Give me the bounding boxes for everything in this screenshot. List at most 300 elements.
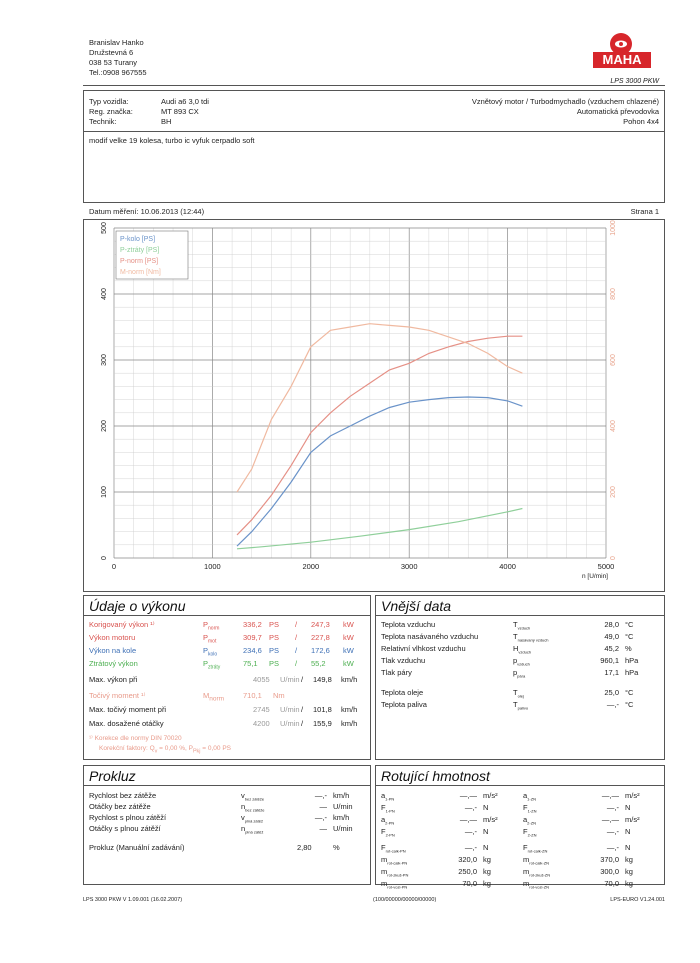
performance-row-unit2: kW (343, 646, 354, 655)
company-name: Branislav Hanko (89, 38, 144, 47)
rotating-title: Rotující hmotnost (381, 768, 490, 784)
torque-label: Točivý moment ¹⁾ (89, 691, 146, 700)
series-line (237, 324, 522, 492)
header-box (83, 30, 665, 86)
symbol: m (381, 855, 388, 864)
prokluz-row-value: — (319, 802, 327, 811)
performance-row-sep: / (295, 659, 298, 668)
symbol-sub: rot-calk-ZN (529, 860, 550, 866)
rotating-row-value: —,- (606, 843, 619, 852)
max-rpm-unit: U/min (280, 719, 300, 728)
rotating-row-symbol (381, 880, 407, 890)
rotating-row-value: 250,0 (458, 867, 477, 876)
external-row-symbol (513, 701, 528, 711)
symbol-sub: 2-PN (385, 832, 395, 838)
y-left-tick-label: 0 (101, 556, 108, 560)
external-row-symbol (513, 689, 524, 699)
torque-value: 710,1 (243, 691, 262, 700)
external-row (381, 689, 659, 699)
symbol-sub: pára (517, 673, 526, 679)
max-torque-speed: 101,8 (313, 705, 332, 714)
external-row (381, 621, 659, 631)
x-tick-label: 4000 (499, 562, 516, 571)
symbol-sub: palivo (517, 705, 529, 711)
vehicle-note: modif velke 19 kolesa, turbo ic vyfuk cerpadlo soft (89, 136, 255, 145)
type-value: Audi a6 3,0 tdi (161, 97, 209, 106)
rotating-row-symbol (381, 816, 394, 826)
external-row (381, 645, 659, 655)
company-phone: Tel.:0908 967555 (89, 68, 147, 77)
max-power-rpm-unit: U/min (280, 675, 300, 684)
symbol: T (513, 700, 518, 709)
symbol: F (381, 803, 386, 812)
x-tick-label: 5000 (597, 562, 615, 571)
performance-row-value1: 75,1 (243, 659, 258, 668)
rotating-row-value: 300,0 (600, 867, 619, 876)
symbol-sub: 1-ZN (527, 796, 537, 802)
performance-row-symbol (203, 634, 216, 645)
external-row-unit: °C (625, 700, 634, 709)
rotating-row-unit: kg (483, 855, 491, 864)
prokluz-row-value: — (319, 824, 327, 833)
logo-text: MAHA (602, 52, 642, 67)
performance-row-sep: / (295, 633, 298, 642)
logo-subtitle: LPS 3000 PKW (610, 78, 659, 85)
dyno-report-page (83, 30, 665, 910)
max-power-label: Max. výkon při (89, 675, 138, 684)
rotating-row-value: —,- (464, 827, 477, 836)
max-power-slash: / (301, 675, 304, 684)
rotating-row-symbol (523, 844, 547, 854)
reg-value: MT 893 CX (161, 107, 199, 116)
rotating-row-value: —,— (459, 791, 477, 800)
symbol-sub: 2-ZN (527, 820, 537, 826)
external-row-symbol (513, 621, 530, 631)
performance-row-value2: 172,6 (311, 646, 330, 655)
rotating-row-symbol (523, 816, 536, 826)
engine-info: Vznětový motor / Turbodmychadlo (vzduchem chlazené) (471, 97, 659, 106)
prokluz-row-label: Rychlost bez zátěže (89, 791, 157, 800)
rotating-row (523, 816, 659, 826)
symbol-sub: rot-vozi-ZN (529, 884, 550, 890)
prokluz-manual-label: Prokluz (Manuální zadávání) (89, 843, 185, 852)
prokluz-row-label: Otáčky s plnou zátěží (89, 824, 161, 833)
external-row-value: 28,0 (604, 620, 619, 629)
max-power-speed: 149,8 (313, 675, 332, 684)
external-row-label: Teplota oleje (381, 688, 424, 697)
divider (83, 131, 665, 132)
rotating-row (381, 880, 517, 890)
type-label: Typ vozidla: (89, 97, 129, 106)
symbol-sub: bez zátěže (244, 796, 265, 802)
tech-value: BH (161, 117, 172, 126)
legend-entry: M-norm [Nm] (120, 269, 161, 276)
performance-row-value1: 309,7 (243, 633, 262, 642)
prokluz-row-symbol (241, 792, 264, 802)
external-row-symbol (513, 645, 531, 655)
rotating-row (523, 792, 659, 802)
rotating-row-value: —,— (459, 815, 477, 824)
drive-info: Pohon 4x4 (623, 117, 659, 126)
rotating-row-unit: kg (483, 867, 491, 876)
max-rpm-label: Max. dosažené otáčky (89, 719, 164, 728)
symbol-sub: 2-PN (385, 820, 395, 826)
symbol-sub: rot-zkuš-PN (387, 872, 409, 878)
rotating-row-symbol (523, 792, 536, 802)
prokluz-row-unit: U/min (333, 824, 353, 833)
power-curve-chart (84, 220, 664, 590)
measurement-date: Datum měření: 10.06.2013 (12:44) (89, 207, 205, 216)
rotating-row (381, 828, 517, 838)
x-tick-label: 0 (111, 562, 117, 571)
y-right-tick-label: 400 (610, 420, 617, 432)
symbol: v (241, 813, 245, 822)
rotating-row-value: 320,0 (458, 855, 477, 864)
symbol-sub: rot-calk-ZN (527, 848, 548, 854)
rotating-row-unit: N (483, 843, 489, 852)
symbol: m (523, 867, 530, 876)
symbol: p (513, 656, 518, 665)
symbol: a (523, 815, 528, 824)
performance-row-unit2: kW (343, 620, 354, 629)
rotating-row (381, 816, 517, 826)
rotating-row-symbol (381, 804, 395, 814)
footer-center: (100/00000/00000/00000) (373, 897, 437, 903)
prokluz-row (89, 803, 365, 813)
external-row-symbol (513, 657, 530, 667)
y-left-tick-label: 400 (101, 288, 108, 300)
external-row-unit: °C (625, 632, 634, 641)
rotating-row-unit: N (483, 827, 489, 836)
performance-row-unit2: kW (343, 659, 354, 668)
maha-logo (583, 30, 661, 80)
reg-label: Reg. značka: (89, 107, 133, 116)
divider (375, 785, 665, 786)
external-row-label: Tlak páry (381, 668, 412, 677)
performance-row-value2: 247,3 (311, 620, 330, 629)
prokluz-row-value: —,- (314, 791, 327, 800)
symbol-sub: rot-calk-PN (385, 848, 406, 854)
x-axis-label: n [U/min] (581, 573, 608, 580)
external-row (381, 657, 659, 667)
symbol-sub: rot-vozi-PN (387, 884, 408, 890)
symbol-sub: 1-PN (385, 808, 395, 814)
performance-row (89, 634, 365, 644)
performance-row-label: Korigovaný výkon ¹⁾ (89, 620, 155, 629)
rotating-row-symbol (381, 856, 407, 866)
performance-row-sep: / (295, 620, 298, 629)
symbol: p (513, 668, 518, 677)
y-right-tick-label: 1000 (610, 220, 617, 236)
symbol-sub: rot-zkuš-ZN (529, 872, 551, 878)
external-row-label: Teplota nasávaného vzduchu (381, 632, 479, 641)
rotating-row-symbol (523, 880, 549, 890)
performance-row-unit2: kW (343, 633, 354, 642)
rotating-row-symbol (381, 868, 408, 878)
performance-row-symbol (203, 660, 220, 671)
y-right-tick-label: 200 (610, 486, 617, 498)
symbol-sub: vzduch (518, 649, 532, 655)
symbol: T (513, 620, 518, 629)
performance-row-symbol (203, 647, 217, 658)
y-right-tick-label: 0 (610, 556, 617, 560)
rotating-row-value: —,— (601, 815, 619, 824)
rotating-row (381, 792, 517, 802)
prokluz-row (89, 792, 365, 802)
legend-entry: P-norm [PS] (120, 258, 159, 265)
symbol: m (381, 879, 388, 888)
symbol: F (523, 803, 528, 812)
rotating-row-unit: kg (483, 879, 491, 888)
rotating-row-unit: N (625, 843, 631, 852)
rotating-row-unit: m/s² (483, 815, 498, 824)
symbol: P (203, 633, 209, 642)
symbol-sub: norm (208, 625, 220, 632)
external-row-symbol (513, 633, 549, 643)
company-street: Družstevná 6 (89, 48, 134, 57)
y-left-tick-label: 200 (101, 420, 108, 432)
max-rpm-speed: 155,9 (313, 719, 332, 728)
prokluz-row-symbol (241, 803, 265, 813)
max-rpm-speed-unit: km/h (341, 719, 358, 728)
max-torque-label: Max. točivý moment při (89, 705, 167, 714)
symbol-sub: 2-ZN (527, 832, 537, 838)
symbol-sub: 1-ZN (527, 808, 537, 814)
prokluz-row-value: —,- (314, 813, 327, 822)
symbol: m (381, 867, 388, 876)
symbol-sub: plná zátěž (245, 829, 264, 835)
rotating-row (381, 804, 517, 814)
performance-row-label: Ztrátový výkon (89, 659, 138, 668)
symbol: P (203, 620, 209, 629)
x-tick-label: 1000 (204, 562, 221, 571)
rotating-row-value: 70,0 (604, 879, 619, 888)
prokluz-row (89, 825, 365, 835)
symbol: v (241, 791, 245, 800)
footer-right: LPS-EURO V1.24.001 (610, 897, 665, 903)
rotating-row-value: 370,0 (600, 855, 619, 864)
symbol: a (381, 815, 386, 824)
rotating-row-unit: N (483, 803, 489, 812)
performance-row-unit1: PS (269, 646, 280, 655)
rotating-row-unit: m/s² (625, 791, 640, 800)
rotating-row-symbol (381, 828, 395, 838)
chart-box (83, 220, 665, 592)
max-torque-rpm: 2745 (253, 705, 270, 714)
rotating-row-symbol (381, 792, 394, 802)
symbol: P (203, 646, 209, 655)
y-left-tick-label: 500 (101, 222, 108, 234)
external-row-value: 49,0 (604, 632, 619, 641)
symbol: n (241, 802, 246, 811)
max-power-rpm: 4055 (253, 675, 270, 684)
symbol-sub: plná zátěž (244, 818, 263, 824)
symbol: T (513, 688, 518, 697)
symbol-sub: olej (517, 693, 524, 699)
external-row-label: Teplota vzduchu (381, 620, 436, 629)
prokluz-row-unit: U/min (333, 802, 353, 811)
symbol-sub: bez zátěže (245, 807, 265, 813)
divider (375, 615, 665, 616)
rotating-row (381, 844, 517, 854)
performance-row-sep: / (295, 646, 298, 655)
prokluz-row-symbol (241, 814, 263, 824)
correction-factors: Korekční faktory: $Q_v = 0,00$ %, $P_{Pkj} = 0,00$ PS (99, 745, 232, 755)
symbol: F (381, 843, 386, 852)
x-tick-label: 2000 (302, 562, 320, 571)
rotating-row (381, 856, 517, 866)
external-row-label: Tlak vzduchu (381, 656, 426, 665)
symbol: F (381, 827, 386, 836)
footer-left: LPS 3000 PKW V 1.09.001 (16.02.2007) (83, 897, 183, 903)
external-row-unit: °C (625, 620, 634, 629)
y-left-tick-label: 100 (101, 486, 108, 498)
prokluz-manual-value: 2,80 (297, 843, 312, 852)
external-row-label: Teplota paliva (381, 700, 427, 709)
performance-row-unit1: PS (269, 620, 280, 629)
rotating-row-unit: m/s² (625, 815, 640, 824)
external-row (381, 701, 659, 711)
max-torque-rpm-unit: U/min (280, 705, 300, 714)
company-city: 038 53 Turany (89, 58, 137, 67)
rotating-row-unit: kg (625, 867, 633, 876)
y-right-tick-label: 800 (610, 288, 617, 300)
rotating-row-symbol (523, 804, 536, 814)
prokluz-title: Prokluz (89, 768, 136, 784)
rotating-row-value: 70,0 (462, 879, 477, 888)
rotating-row (523, 868, 659, 878)
legend-entry: P-kolo [PS] (120, 236, 156, 243)
symbol-sub: vzduch (517, 661, 530, 667)
performance-row-label: Výkon na kole (89, 646, 137, 655)
prokluz-row (89, 814, 365, 824)
symbol: F (523, 843, 528, 852)
prokluz-row-unit: km/h (333, 813, 350, 822)
performance-row (89, 621, 365, 631)
rotating-row-symbol (523, 828, 536, 838)
symbol-sub: rot-calk-PN (387, 860, 408, 866)
external-row (381, 633, 659, 643)
x-tick-label: 3000 (400, 562, 418, 571)
symbol: F (523, 827, 528, 836)
correction-note: ¹⁾ Korekce dle normy DIN 70020 (89, 735, 182, 742)
gearbox-info: Automatická převodovka (576, 107, 659, 116)
performance-row (89, 647, 365, 657)
performance-row-value2: 55,2 (311, 659, 326, 668)
torque-symbol: $M_{norm}$ (203, 691, 225, 703)
rotating-row (523, 880, 659, 890)
rotating-row-unit: N (625, 803, 631, 812)
prokluz-row-label: Otáčky bez zátěže (89, 802, 151, 811)
performance-row-value1: 336,2 (243, 620, 262, 629)
symbol-sub: vzduch (517, 625, 531, 631)
max-rpm-slash: / (301, 719, 304, 728)
legend-entry: P-ztráty [PS] (120, 247, 160, 254)
prokluz-row-label: Rychlost s plnou zátěží (89, 813, 167, 822)
y-right-tick-label: 600 (610, 354, 617, 366)
max-power-speed-unit: km/h (341, 675, 358, 684)
performance-title: Údaje o výkonu (89, 598, 186, 614)
external-row-label: Relativní vlhkost vzduchu (381, 644, 466, 653)
symbol: n (241, 824, 246, 833)
performance-row-symbol (203, 621, 219, 632)
performance-row-label: Výkon motoru (89, 633, 136, 642)
external-row-value: 25,0 (604, 688, 619, 697)
external-row-symbol (513, 669, 525, 679)
symbol-sub: nasávaný vzduch (517, 637, 549, 643)
page-number: Strana 1 (630, 207, 659, 216)
symbol: H (513, 644, 519, 653)
y-left-tick-label: 300 (101, 354, 108, 366)
performance-row-value1: 234,6 (243, 646, 262, 655)
external-row (381, 669, 659, 679)
performance-row-unit1: PS (269, 633, 280, 642)
external-row-value: —,- (606, 700, 619, 709)
rotating-row (381, 868, 517, 878)
external-row-value: 960,1 (600, 656, 619, 665)
symbol: m (523, 879, 530, 888)
rotating-row-symbol (381, 844, 406, 854)
max-torque-slash: / (301, 705, 304, 714)
symbol: a (523, 791, 528, 800)
external-row-unit: hPa (625, 668, 639, 677)
series-line (237, 509, 522, 549)
symbol: T (513, 632, 518, 641)
tech-label: Technik: (89, 117, 117, 126)
rotating-row-symbol (523, 856, 549, 866)
divider (83, 785, 371, 786)
external-row-value: 45,2 (604, 644, 619, 653)
symbol-sub: mot (208, 638, 217, 645)
rotating-row-value: —,- (606, 827, 619, 836)
rotating-row-unit: kg (625, 879, 633, 888)
symbol-sub: 1-PN (385, 796, 395, 802)
rotating-row (523, 828, 659, 838)
external-row-unit: °C (625, 688, 634, 697)
external-row-value: 17,1 (604, 668, 619, 677)
performance-row (89, 660, 365, 670)
rotating-row-unit: N (625, 827, 631, 836)
series-line (237, 397, 522, 546)
external-title: Vnější data (381, 598, 452, 614)
rotating-row (523, 856, 659, 866)
rotating-row-value: —,- (606, 803, 619, 812)
rotating-row (523, 844, 659, 854)
symbol-sub: ztráty (208, 664, 221, 671)
rotating-row-value: —,— (601, 791, 619, 800)
performance-row-value2: 227,8 (311, 633, 330, 642)
prokluz-manual-unit: % (333, 843, 340, 852)
rotating-row-unit: m/s² (483, 791, 498, 800)
symbol-sub: kolo (208, 651, 218, 658)
external-row-unit: % (625, 644, 632, 653)
performance-row-unit1: PS (269, 659, 280, 668)
divider (83, 615, 371, 616)
prokluz-row-unit: km/h (333, 791, 350, 800)
rotating-row-value: —,- (464, 803, 477, 812)
external-row-unit: hPa (625, 656, 639, 665)
rotating-row-unit: kg (625, 855, 633, 864)
symbol: a (381, 791, 386, 800)
rotating-row (523, 804, 659, 814)
symbol: P (203, 659, 209, 668)
torque-unit: Nm (273, 691, 285, 700)
rotating-row-symbol (523, 868, 550, 878)
symbol: m (523, 855, 530, 864)
rotating-row-value: —,- (464, 843, 477, 852)
prokluz-row-symbol (241, 825, 263, 835)
max-torque-speed-unit: km/h (341, 705, 358, 714)
